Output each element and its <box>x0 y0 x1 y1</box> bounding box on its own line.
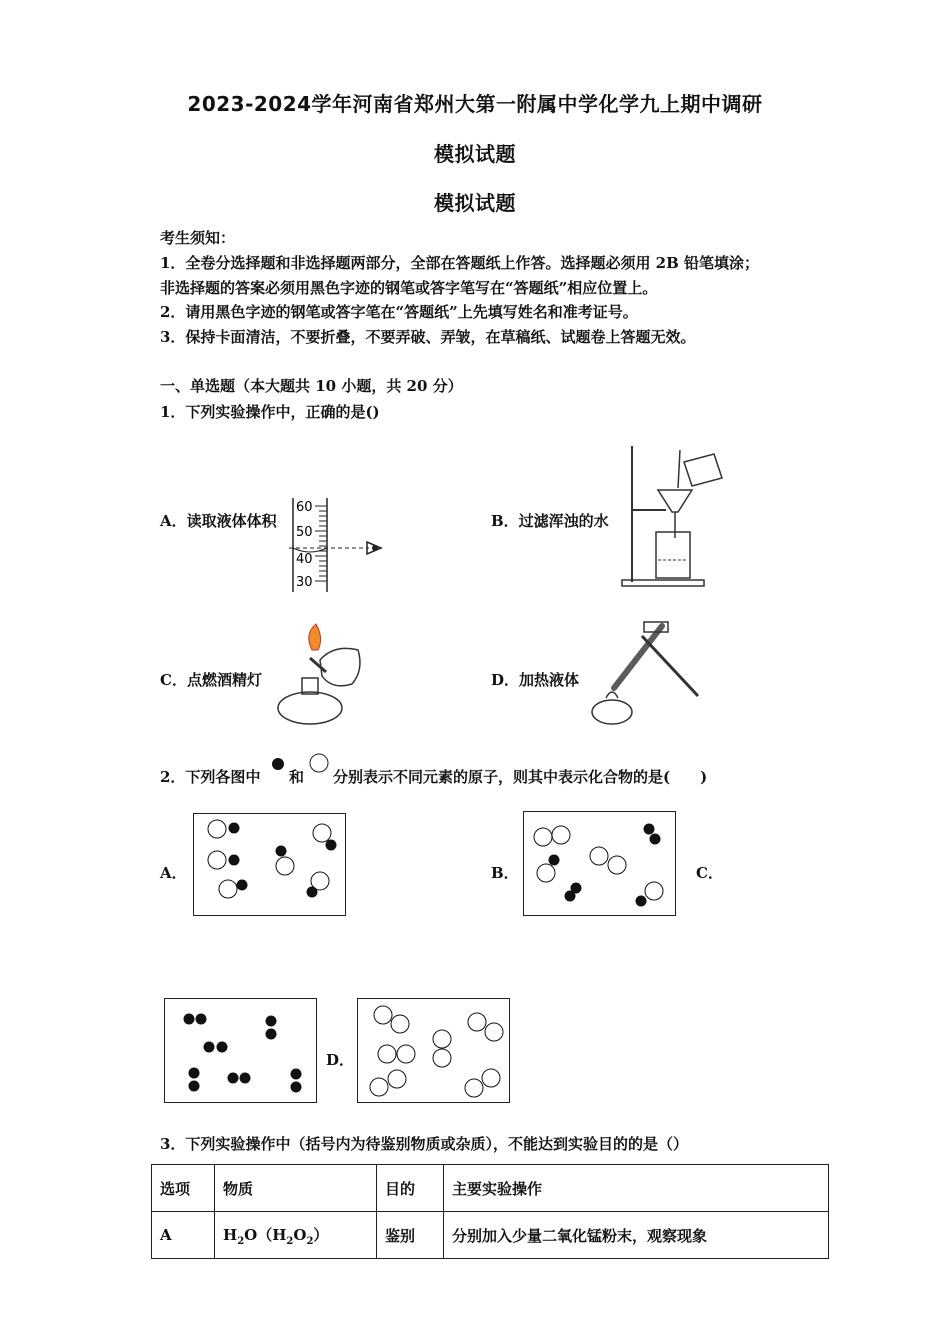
q2-box-c <box>164 998 317 1103</box>
q1-option-a-label: A．读取液体体积 <box>160 512 277 530</box>
cylinder-tick-30: 30 <box>296 575 313 590</box>
q3-stem-part2: 不能达到实验目的的是（） <box>507 1135 688 1153</box>
cylinder-tick-40: 40 <box>296 552 313 567</box>
notice-item-2: 2．请用黑色字迹的钢笔或答字笔在“答题纸”上先填写姓名和准考证号。 <box>160 303 638 321</box>
white-atom-icon <box>308 752 330 774</box>
black-atom-icon <box>270 756 286 772</box>
q3-stem <box>160 1133 688 1154</box>
eye-icon <box>372 545 378 551</box>
table-header-option: 选项 <box>152 1165 215 1212</box>
notice-item-1a: 1．全卷分选择题和非选择题两部分，全部在答题纸上作答。选择题必须用 2B 铅笔填涂； <box>160 254 760 272</box>
exam-title: 2023-2024学年河南省郑州大第一附属中学化学九上期中调研 <box>187 92 763 116</box>
notice-heading: 考生须知： <box>160 229 236 247</box>
exam-subtitle: 模拟试题 <box>434 142 516 166</box>
exam-subtitle-repeat: 模拟试题 <box>434 191 516 215</box>
q3-stem-part1: 3．下列实验操作中（括号内为待鉴别物质或杂质）， <box>160 1135 508 1153</box>
table-cell-purpose: 鉴别 <box>377 1212 444 1259</box>
notice-item-1b: 非选择题的答案必须用黑色字迹的钢笔或答字笔写在“答题纸”相应位置上。 <box>160 279 658 297</box>
table-header-substance: 物质 <box>215 1165 377 1212</box>
q2-option-a-label: A． <box>160 864 187 882</box>
table-header-purpose: 目的 <box>377 1165 444 1212</box>
filtration-figure <box>618 442 728 590</box>
q2-option-b-label: B． <box>491 864 519 882</box>
cylinder-tick-50: 50 <box>296 525 313 540</box>
table-cell-substance: $H_2O(H_2O_2)$ <box>215 1212 377 1259</box>
q2-option-d-label: D． <box>326 1051 355 1069</box>
cylinder-tick-60: 60 <box>296 500 313 515</box>
q1-option-d-label: D．加热液体 <box>491 671 580 689</box>
q2-box-d <box>357 998 510 1103</box>
q1-stem: 1．下列实验操作中，正确的是() <box>160 403 380 421</box>
q2-box-b <box>523 811 676 916</box>
q2-stem-part1: 2．下列各图中 <box>160 768 261 786</box>
q2-box-a <box>193 813 346 916</box>
table-cell-operation: 分别加入少量二氧化锰粉末，观察现象 <box>444 1212 829 1259</box>
graduated-cylinder-figure <box>285 494 395 596</box>
table-header-operation: 主要实验操作 <box>444 1165 829 1212</box>
heating-liquid-figure <box>584 616 704 732</box>
q2-stem-part3: 分别表示不同元素的原子，则其中表示化合物的是( ) <box>333 768 708 786</box>
table-cell-option: A <box>152 1212 215 1259</box>
alcohol-lamp-figure <box>272 620 372 730</box>
q2-stem-part2: 和 <box>289 768 305 786</box>
table-row <box>152 1212 829 1259</box>
q1-option-b-label: B．过滤浑浊的水 <box>491 512 609 530</box>
notice-item-3: 3．保持卡面清洁，不要折叠，不要弄破、弄皱，在草稿纸、试题卷上答题无效。 <box>160 328 696 346</box>
table-header-row <box>152 1165 829 1212</box>
q3-table <box>151 1164 829 1259</box>
q2-option-c-label: C． <box>696 864 723 882</box>
q1-option-c-label: C．点燃酒精灯 <box>160 671 262 689</box>
section-heading: 一、单选题（本大题共 10 小题，共 20 分） <box>160 377 463 395</box>
